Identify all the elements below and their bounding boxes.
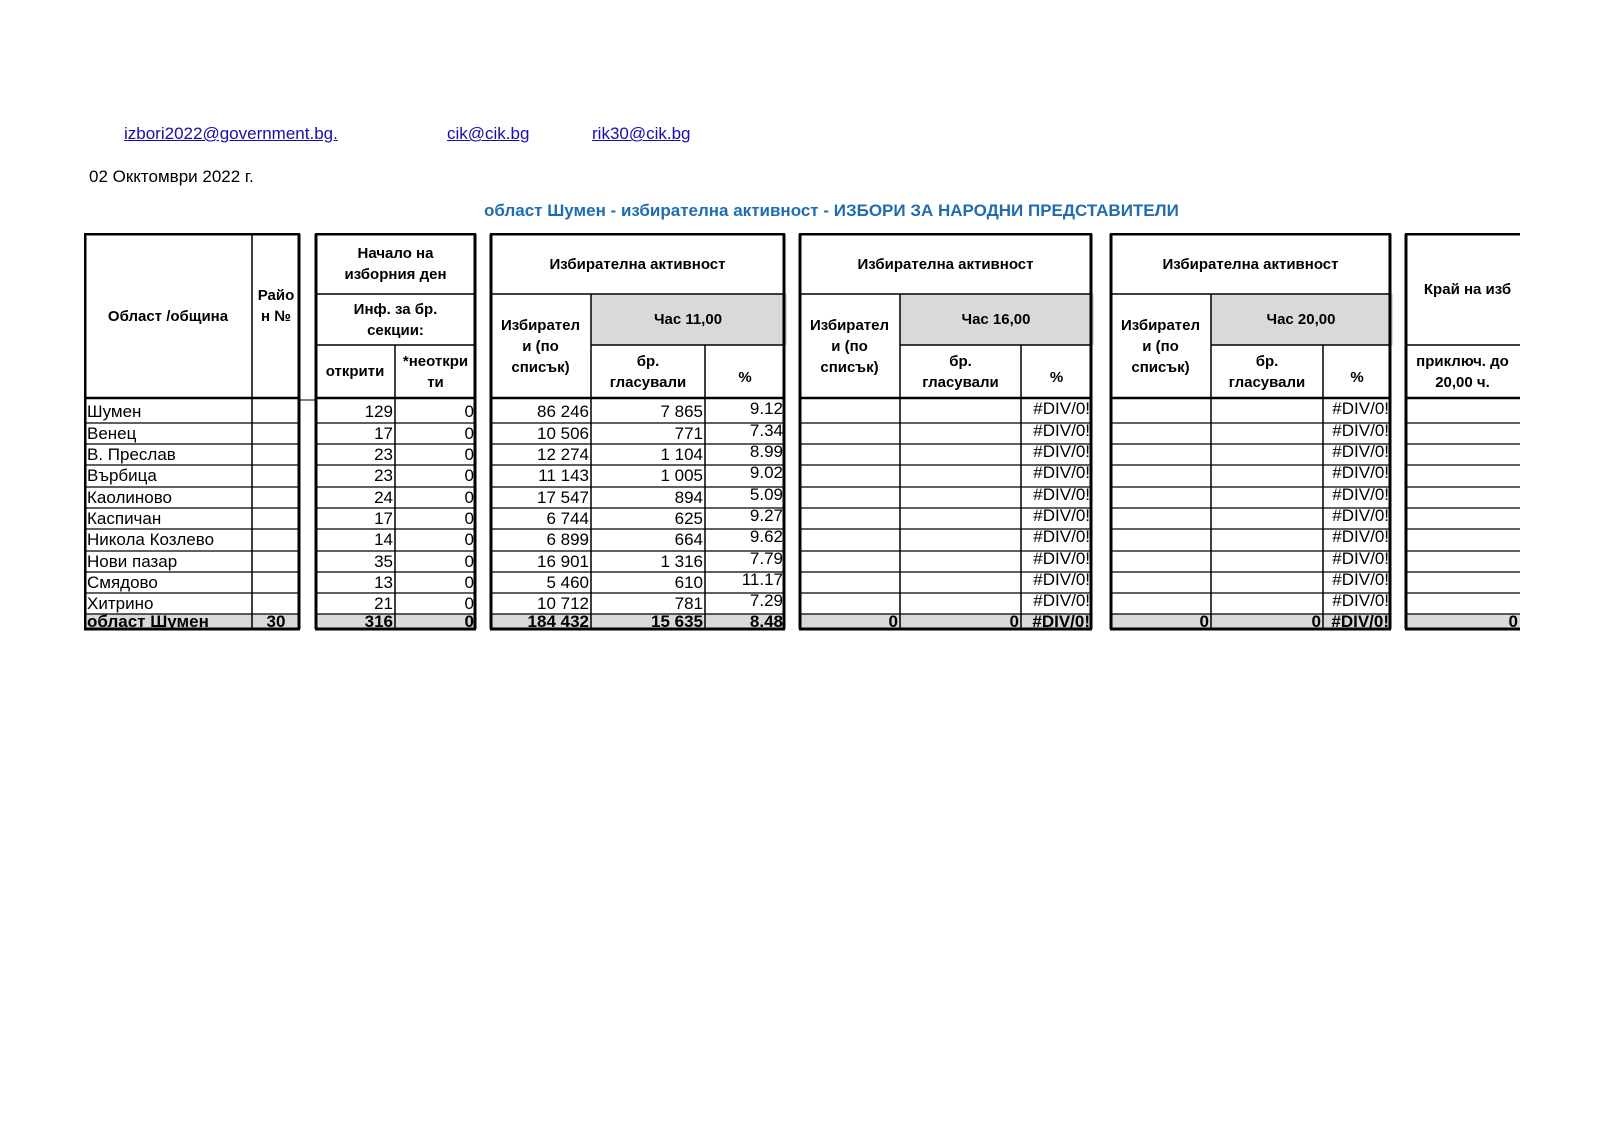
total-glasuvali-20: 0 [1311,612,1321,631]
total-name: област Шумен [87,612,209,631]
row-pct-11: 9.27 [749,506,783,525]
row-otkriti: 21 [374,594,393,613]
row-pct-11: 7.34 [749,421,783,440]
row-pct-20: #DIV/0! [1332,549,1389,568]
header-izbirateli-3: Избирател и (по списък) [1120,316,1201,376]
row-pct-16: #DIV/0! [1033,442,1090,461]
row-izbirateli-11: 17 547 [537,488,589,507]
row-glasuvali-11: 664 [674,530,703,549]
header-cell-rayon [252,234,300,378]
row-otkriti: 23 [374,445,393,464]
row-neotkriti: 0 [464,509,474,528]
total-izbirateli-20: 0 [1199,612,1209,631]
header-cell-kray [1405,234,1520,345]
header-pct-3: % [1350,369,1364,386]
row-neotkriti: 0 [464,530,474,549]
row-pct-20: #DIV/0! [1332,506,1389,525]
header-oblast: Област /община [107,307,229,325]
row-glasuvali-11: 771 [674,424,703,443]
row-pct-11: 8.99 [749,442,783,461]
row-pct-11: 5.09 [749,485,783,504]
row-otkriti: 24 [374,488,393,507]
row-pct-16: #DIV/0! [1033,527,1090,546]
header-cell-izbirateli-3 [1110,294,1211,398]
total-izbirateli-11: 184 432 [527,612,589,631]
row-pct-11: 9.02 [749,463,783,482]
row-glasuvali-11: 1 104 [660,445,703,464]
total-rayon: 30 [266,612,286,631]
header-cell-chas-1 [591,294,785,345]
row-pct-11: 11.17 [741,570,783,589]
header-cell-nachalo [315,234,476,294]
row-otkriti: 14 [374,530,393,549]
header-izbirateli-2: Избирател и (по списък) [809,316,890,376]
header-cell-aktivnost-3 [1110,234,1391,294]
header-cell-glasuvali-1 [591,345,705,398]
row-pct-20: #DIV/0! [1332,527,1389,546]
row-izbirateli-11: 5 460 [546,573,589,592]
row-glasuvali-11: 7 865 [660,402,703,421]
row-izbirateli-11: 10 712 [537,594,589,613]
row-otkriti: 129 [364,402,393,421]
total-glasuvali-11: 15 635 [651,612,703,631]
header-aktivnost-3: Избирателна активност [1162,255,1339,273]
row-pct-20: #DIV/0! [1332,463,1389,482]
row-neotkriti: 0 [464,488,474,507]
email-links [0,124,1600,146]
row-glasuvali-11: 894 [674,488,703,507]
row-pct-20: #DIV/0! [1332,421,1389,440]
row-glasuvali-11: 781 [674,594,703,613]
total-kray: 0 [1508,612,1518,631]
row-name: Каолиново [87,488,172,507]
row-name: Никола Козлево [87,530,215,549]
header-chas-2: Час 16,00 [961,311,1031,328]
header-cell-izbirateli-1 [490,294,591,398]
row-pct-16: #DIV/0! [1033,485,1090,504]
row-name: Шумен [87,402,142,421]
email-link-cik[interactable]: cik@cik.bg [447,124,530,143]
header-cell-glasuvali-3 [1211,345,1323,398]
row-name: Нови пазар [87,552,178,571]
header-inf: Инф. за бр. секции: [353,300,438,339]
row-neotkriti: 0 [464,402,474,421]
row-pct-16: #DIV/0! [1033,399,1090,418]
header-glasuvali-3: бр. гласували [1228,352,1306,391]
row-otkriti: 17 [374,509,393,528]
header-glasuvali-2: бр. гласували [922,352,999,391]
header-aktivnost-2: Избирателна активност [857,255,1034,273]
row-pct-20: #DIV/0! [1332,399,1389,418]
header-neotkriti: *неоткри ти [402,352,469,391]
row-neotkriti: 0 [464,594,474,613]
header-chas-3: Час 20,00 [1266,311,1336,328]
email-link-government[interactable]: izbori2022@government.bg. [124,124,338,143]
header-cell-aktivnost-2 [799,234,1092,294]
header-chas-1: Час 11,00 [653,311,723,328]
header-cell-glasuvali-2 [900,345,1021,398]
header-pct-1: % [738,369,752,386]
row-izbirateli-11: 86 246 [537,402,589,421]
row-otkriti: 35 [374,552,393,571]
row-name: Каспичан [87,509,162,528]
total-otkriti: 316 [364,612,393,631]
row-pct-11: 9.62 [749,527,783,546]
row-otkriti: 13 [374,573,393,592]
row-neotkriti: 0 [464,466,474,485]
total-pct-16: #DIV/0! [1032,612,1090,631]
header-izbirateli-1: Избирател и (по списък) [500,316,581,376]
header-nachalo: Начало на изборния ден [344,245,447,283]
total-pct-20: #DIV/0! [1331,612,1389,631]
turnout-table [84,233,1520,633]
row-izbirateli-11: 6 899 [546,530,589,549]
row-pct-20: #DIV/0! [1332,442,1389,461]
header-pct-2: % [1049,369,1064,386]
row-izbirateli-11: 11 143 [538,466,589,485]
row-pct-11: 9.12 [749,399,783,418]
row-pct-16: #DIV/0! [1033,506,1090,525]
row-pct-11: 7.29 [749,591,783,610]
row-izbirateli-11: 6 744 [546,509,589,528]
total-neotkriti: 0 [464,612,474,631]
row-pct-16: #DIV/0! [1033,570,1090,589]
row-name: В. Преслав [87,445,176,464]
total-izbirateli-16: 0 [888,612,898,631]
header-cell-aktivnost-1 [490,234,785,294]
header-cell-pct-3 [1323,351,1391,404]
row-pct-16: #DIV/0! [1033,421,1090,440]
header-cell-neotkriti [395,345,476,398]
row-neotkriti: 0 [464,573,474,592]
row-glasuvali-11: 625 [674,509,703,528]
header-cell-izbirateli-2 [799,294,900,398]
header-cell-pct-2 [1021,351,1092,404]
page-title: област Шумен - избирателна активност - ИЗБОРИ ЗА НАРОДНИ ПРЕДСТАВИТЕЛИ [484,201,1179,220]
header-cell-priklyuch [1405,345,1520,398]
header-cell-inf [315,294,476,345]
header-cell-otkriti [315,345,395,398]
row-pct-11: 7.79 [749,549,783,568]
row-name: Смядово [87,573,158,592]
row-pct-20: #DIV/0! [1332,591,1389,610]
row-pct-16: #DIV/0! [1033,463,1090,482]
row-pct-16: #DIV/0! [1033,549,1090,568]
row-pct-16: #DIV/0! [1033,591,1090,610]
total-glasuvali-16: 0 [1009,612,1019,631]
document-date: 02 Окктомври 2022 г. [89,167,254,186]
row-glasuvali-11: 1 005 [660,466,703,485]
header-aktivnost-1: Избирателна активност [549,255,726,273]
header-glasuvali-1: бр. гласували [609,352,687,391]
row-glasuvali-11: 1 316 [660,552,703,571]
row-pct-20: #DIV/0! [1332,485,1389,504]
header-kray: Край на изб [1423,281,1512,298]
row-izbirateli-11: 16 901 [537,552,589,571]
total-pct-11: 8.48 [749,612,783,631]
row-izbirateli-11: 10 506 [537,424,589,443]
row-name: Венец [87,424,137,443]
header-cell-chas-3 [1211,294,1391,345]
row-otkriti: 17 [374,424,393,443]
row-glasuvali-11: 610 [674,573,703,592]
row-name: Хитрино [87,594,154,613]
header-cell-oblast [84,234,252,398]
row-neotkriti: 0 [464,552,474,571]
row-otkriti: 23 [374,466,393,485]
row-pct-20: #DIV/0! [1332,570,1389,589]
header-cell-chas-2 [900,294,1092,345]
row-neotkriti: 0 [464,445,474,464]
row-izbirateli-11: 12 274 [537,445,589,464]
email-link-rik30[interactable]: rik30@cik.bg [592,124,691,143]
row-name: Върбица [87,466,157,485]
header-cell-pct-1 [705,351,785,404]
row-neotkriti: 0 [464,424,474,443]
header-rayon: Райо н № [257,287,295,325]
header-otkriti: открити [325,363,385,380]
header-priklyuch: приключ. до 20,00 ч. [1416,352,1509,391]
